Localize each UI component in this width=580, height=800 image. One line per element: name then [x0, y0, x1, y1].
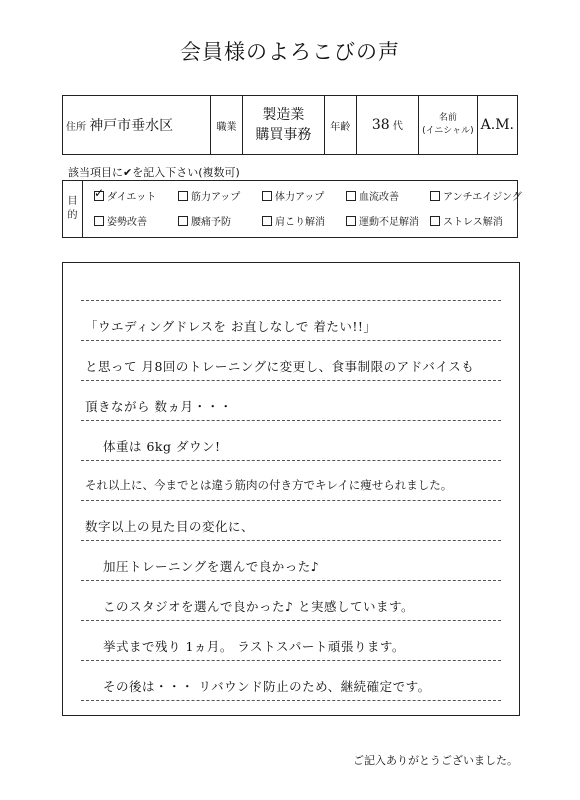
checkbox-muscle[interactable]	[178, 191, 188, 201]
age-value: 38	[371, 117, 390, 133]
ruled-line	[81, 419, 501, 421]
address-label: 住所	[66, 122, 86, 133]
option-label: ストレス解消	[443, 217, 503, 228]
age-suffix: 代	[392, 121, 403, 132]
comment-line-1: 「ウエディングドレスを お直しなしで 着たい!!」	[85, 319, 377, 334]
purpose-table	[62, 180, 522, 238]
option-diet[interactable]	[94, 188, 178, 203]
page-title: 会員様のよろこびの声	[180, 40, 400, 64]
name-value: A.M.	[480, 117, 514, 133]
option-exercise[interactable]	[346, 213, 430, 228]
address-cell	[63, 96, 211, 155]
ruled-line	[81, 299, 501, 301]
ruled-line	[81, 499, 501, 501]
option-label: 血流改善	[359, 192, 399, 203]
ruled-line	[81, 619, 501, 621]
option-backpain[interactable]	[178, 213, 262, 228]
check-instruction: 該当項目に✔を記入下さい(複数可)	[68, 166, 240, 179]
comment-line-9: 挙式まで残り 1ヵ月。 ラストスパート頑張ります。	[103, 639, 405, 654]
comment-line-7: 加圧トレーニングを選んで良かった♪	[103, 559, 320, 574]
checkbox-bloodflow[interactable]	[346, 191, 356, 201]
checkbox-backpain[interactable]	[178, 216, 188, 226]
address-value: 神戸市垂水区	[89, 118, 174, 134]
checkbox-posture[interactable]	[94, 216, 104, 226]
option-label: 筋力アップ	[191, 192, 241, 203]
option-antiaging[interactable]	[430, 188, 522, 203]
age-label: 年齢	[324, 96, 356, 155]
ruled-line	[81, 459, 501, 461]
comment-line-10: その後は・・・ リバウンド防止のため、継続確定です。	[103, 679, 431, 694]
comment-line-4: 体重は 6kg ダウン!	[103, 439, 221, 454]
option-shoulder[interactable]	[262, 213, 346, 228]
option-label: 運動不足解消	[359, 217, 419, 228]
member-info-table	[62, 95, 518, 155]
checkbox-exercise[interactable]	[346, 216, 356, 226]
purpose-options	[83, 181, 522, 238]
ruled-line	[81, 699, 501, 701]
comment-line-2: と思って 月8回のトレーニングに変更し、食事制限のアドバイスも	[85, 359, 475, 374]
checkbox-stamina[interactable]	[262, 191, 272, 201]
option-label: 肩こり解消	[275, 217, 325, 228]
option-label: 腰痛予防	[191, 217, 231, 228]
comment-line-6: 数字以上の見た目の変化に、	[85, 519, 255, 534]
option-stamina[interactable]	[262, 188, 346, 203]
ruled-line	[81, 579, 501, 581]
option-muscle[interactable]	[178, 188, 262, 203]
checkbox-shoulder[interactable]	[262, 216, 272, 226]
purpose-label-text: 目的	[67, 196, 78, 221]
comment-box	[62, 262, 520, 716]
option-posture[interactable]	[94, 213, 178, 228]
option-bloodflow[interactable]	[346, 188, 430, 203]
comment-line-5: それ以上に、今までとは違う筋肉の付き方でキレイに痩せられました。	[85, 478, 453, 492]
option-label: 体力アップ	[275, 192, 325, 203]
purpose-option-grid	[84, 182, 522, 228]
job-cell	[242, 96, 324, 155]
option-stress[interactable]	[430, 213, 516, 228]
name-label-cell	[419, 96, 478, 155]
option-label: ダイエット	[107, 192, 157, 203]
ruled-line	[81, 659, 501, 661]
job-label: 職業	[211, 96, 243, 155]
name-label: 名前	[438, 113, 457, 123]
purpose-label	[63, 181, 83, 238]
ruled-line	[81, 379, 501, 381]
name-cell	[477, 96, 517, 155]
ruled-line	[81, 539, 501, 541]
ruled-line	[81, 339, 501, 341]
checkbox-stress[interactable]	[430, 216, 440, 226]
job-line-1: 製造業	[262, 107, 305, 123]
thanks-note: ご記入ありがとうございました。	[353, 754, 518, 767]
option-label: 姿勢改善	[107, 217, 147, 228]
job-line-2: 購買事務	[255, 127, 312, 143]
option-label: アンチエイジング	[443, 192, 522, 203]
age-cell	[356, 96, 419, 155]
checkbox-antiaging[interactable]	[430, 191, 440, 201]
name-label-note: (イニシャル)	[422, 126, 474, 136]
comment-line-8: このスタジオを選んで良かった♪ と実感しています。	[103, 599, 414, 614]
checkbox-diet[interactable]	[94, 191, 104, 201]
comment-line-3: 頂きながら 数ヵ月・・・	[85, 399, 233, 414]
